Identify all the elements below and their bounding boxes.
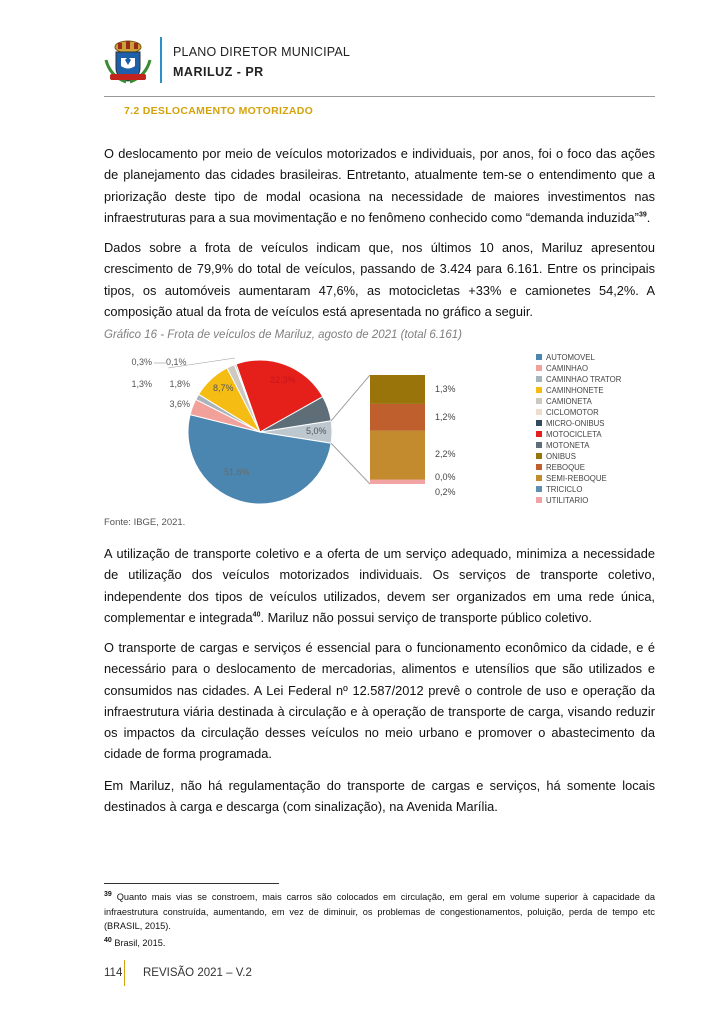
legend-swatch-caminhao-trator: [536, 376, 542, 382]
label-caminhonete: 8,7%: [213, 383, 234, 393]
paragraph-5: Em Mariluz, não há regulamentação do transporte de cargas e serviços, há somente locais destinados à carga e descarga (com sinalização), na Avenida Marília.: [104, 778, 655, 815]
breakout-label-triciclo: 0,0%: [435, 472, 456, 482]
paragraph-3-text: A utilização de transporte coletivo e a oferta de um serviço adequado, minimiza a necessidade de utilização dos veículos motorizados individuais. Os serviços de transporte coletivo, independente dos tipos de veículos utilizados, devem ser organizados em uma rede única, complementar e integrada: [104, 546, 655, 625]
header-municipality: MARILUZ - PR: [173, 65, 264, 79]
municipal-coat-of-arms-logo: [104, 38, 152, 84]
label-caminhao-trator: 1,3%: [131, 379, 152, 389]
legend-swatch-triciclo: [536, 486, 542, 492]
legend-label-triciclo: TRICICLO: [546, 485, 583, 494]
label-camioneta: 1,8%: [169, 379, 190, 389]
breakout-bar-utilitario: [370, 480, 425, 484]
legend-swatch-utilitario: [536, 497, 542, 503]
legend-swatch-reboque: [536, 464, 542, 470]
legend-label-motoneta: MOTONETA: [546, 441, 590, 450]
chart-legend: [536, 353, 622, 505]
legend-swatch-camioneta: [536, 398, 542, 404]
page-number: 114: [104, 967, 123, 979]
label-micro-onibus: 0,3%: [131, 357, 152, 367]
legend-label-semi-reboque: SEMI-REBOQUE: [546, 474, 607, 483]
legend-swatch-caminhonete: [536, 387, 542, 393]
breakout-label-onibus: 1,3%: [435, 384, 456, 394]
legend-swatch-caminhao: [536, 365, 542, 371]
footnote-40: [104, 936, 655, 951]
footnote-39-number: 39: [104, 890, 112, 898]
header-divider: [104, 96, 655, 97]
footnote-divider: [104, 883, 279, 884]
breakout-connectors: [331, 375, 370, 484]
footnote-39: [104, 890, 655, 934]
breakout-label-utilitario: 0,2%: [435, 487, 456, 497]
legend-swatch-automovel: [536, 354, 542, 360]
connector-bottom: [331, 443, 370, 484]
header-accent-bar: [160, 37, 162, 83]
chart-source: Fonte: IBGE, 2021.: [104, 517, 186, 528]
breakout-bar-reboque: [370, 404, 425, 431]
breakout-stacked-bar: [370, 375, 425, 484]
label-automovel: 51,6%: [224, 467, 250, 477]
legend-label-camioneta: CAMIONETA: [546, 397, 592, 406]
legend-label-utilitario: UTILITARIO: [546, 496, 589, 505]
legend-swatch-motoneta: [536, 442, 542, 448]
breakout-bar-semi-reboque: [370, 431, 425, 480]
fleet-pie-chart: [104, 346, 644, 516]
legend-label-automovel: AUTOMOVEL: [546, 353, 595, 362]
paragraph-3: [104, 543, 655, 628]
legend-label-onibus: ONIBUS: [546, 452, 576, 461]
paragraph-2: Dados sobre a frota de veículos indicam que, nos últimos 10 anos, Mariluz apresentou crescimento de 79,9% do total de veículos, passando de 3.424 para 6.161. Entre os principais tipos, os automóveis aumentaram 47,6%, as motocicletas +33% e camionetes 54,2%. A composição atual da frota de veículos está apresentada no gráfico a seguir.: [104, 240, 655, 319]
legend-label-micro-onibus: MICRO-ONIBUS: [546, 419, 605, 428]
label-outros: 5,0%: [306, 426, 327, 436]
section-title: 7.2 DESLOCAMENTO MOTORIZADO: [124, 105, 314, 117]
breakout-label-reboque: 1,2%: [435, 412, 456, 422]
paragraph-4: O transporte de cargas e serviços é essencial para o funcionamento econômico da cidade, e é necessário para o deslocamento de mercadorias, alimentos e utensílios que são utilizados e consumidos nas cidades. A Lei Federal nº 12.587/2012 prevê o controle de uso e operação da infraestrutura viária destinada à circulação e à operação de transporte de carga, visando reduzir os impactos da circulação desses veículos no meio urbano e promover o abastecimento da cidade de forma programada.: [104, 640, 655, 762]
legend-swatch-semi-reboque: [536, 475, 542, 481]
label-motoneta: 5,7%: [302, 408, 323, 418]
legend-swatch-micro-onibus: [536, 420, 542, 426]
footnote-40-text: Brasil, 2015.: [111, 938, 166, 948]
legend-label-reboque: REBOQUE: [546, 463, 585, 472]
label-ciclomotor: 0,1%: [166, 357, 187, 367]
revision-label: REVISÃO 2021 – V.2: [143, 967, 252, 979]
legend-label-motocicleta: MOTOCICLETA: [546, 430, 602, 439]
footnote-40-number: 40: [104, 936, 112, 944]
paragraph-1-text: O deslocamento por meio de veículos motorizados e individuais, por anos, foi o foco das ações de planejamento das cidades brasileiras. Entretanto, atualmente tem-se o entendimento que a priorização deste tipo de modal ocasiona na necessidade de maiores investimentos nas infraestruturas para a sua movimentação e no fenômeno conhecido como “demanda induzida”: [104, 146, 655, 225]
legend-swatch-motocicleta: [536, 431, 542, 437]
footer-accent-bar: [124, 960, 125, 986]
chart-caption: Gráfico 16 - Frota de veículos de Mariluz, agosto de 2021 (total 6.161): [104, 329, 462, 341]
breakout-label-semi-reboque: 2,2%: [435, 449, 456, 459]
paragraph-3-end: . Mariluz não possui serviço de transporte público coletivo.: [260, 609, 592, 625]
paragraph-1-end: .: [646, 209, 651, 225]
connector-top: [331, 375, 370, 421]
breakout-bar-onibus: [370, 375, 425, 404]
label-motocicleta: 22,3%: [270, 375, 296, 385]
legend-label-ciclomotor: CICLOMOTOR: [546, 408, 599, 417]
footnote-ref-40[interactable]: 40: [252, 611, 261, 619]
header-plan-title: PLANO DIRETOR MUNICIPAL: [173, 45, 351, 59]
footnote-39-text: Quanto mais vias se constroem, mais carros são colocados em circulação, em geral em volume superior à capacidade da infraestrutura construída, aumentando, em vez de diminuir, os problemas de congestionamentos, poluição, perda de tempo etc (BRASIL, 2015).: [104, 892, 655, 931]
legend-label-caminhao-trator: CAMINHAO TRATOR: [546, 375, 622, 384]
legend-label-caminhonete: CAMINHONETE: [546, 386, 604, 395]
label-caminhao: 3,6%: [169, 399, 190, 409]
legend-label-caminhao: CAMINHAO: [546, 364, 589, 373]
legend-swatch-onibus: [536, 453, 542, 459]
legend-swatch-ciclomotor: [536, 409, 542, 415]
footnote-ref-39[interactable]: 39: [638, 211, 647, 219]
paragraph-1: [104, 143, 655, 228]
